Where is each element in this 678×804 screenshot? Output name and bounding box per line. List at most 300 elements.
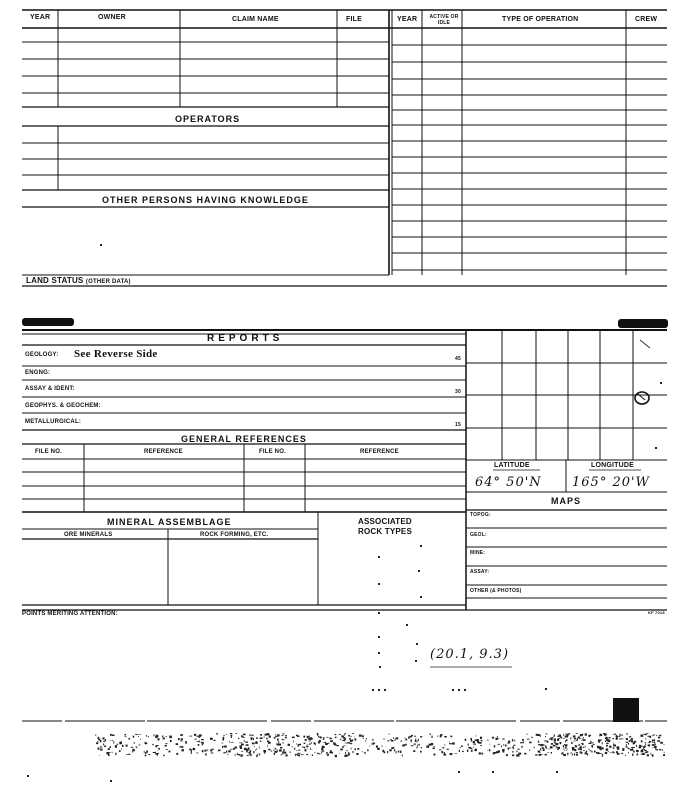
noise-speck: [599, 753, 602, 754]
noise-speck: [400, 751, 401, 753]
noise-speck: [297, 754, 299, 756]
noise-speck: [545, 746, 547, 748]
noise-speck: [204, 750, 206, 752]
noise-speck: [326, 752, 327, 754]
noise-speck: [238, 738, 239, 739]
noise-speck: [585, 752, 588, 754]
noise-speck: [318, 736, 319, 738]
noise-speck: [110, 746, 112, 748]
noise-speck: [238, 754, 240, 755]
noise-speck: [660, 742, 663, 744]
noise-speck: [576, 752, 578, 753]
noise-speck: [626, 742, 629, 743]
noise-speck: [282, 739, 285, 740]
noise-speck: [298, 753, 301, 754]
noise-speck: [231, 737, 232, 739]
noise-speck: [606, 738, 608, 739]
noise-speck: [648, 751, 649, 752]
noise-speck: [266, 738, 268, 739]
noise-speck: [240, 754, 242, 756]
noise-speck: [494, 752, 496, 754]
noise-speck: [256, 755, 257, 757]
noise-speck: [429, 744, 432, 746]
noise-speck: [604, 734, 605, 735]
noise-speck: [256, 737, 258, 739]
noise-speck: [602, 754, 603, 755]
noise-speck: [506, 754, 508, 756]
noise-speck: [202, 744, 203, 745]
noise-speck: [449, 743, 452, 744]
noise-speck: [583, 750, 585, 751]
noise-speck: [133, 736, 135, 738]
noise-speck: [640, 754, 643, 755]
noise-speck: [306, 754, 308, 755]
noise-speck: [189, 736, 192, 737]
noise-speck: [539, 754, 542, 756]
noise-speck: [582, 734, 583, 735]
noise-speck: [517, 751, 518, 753]
noise-speck: [276, 751, 277, 752]
noise-speck: [471, 748, 472, 749]
noise-speck: [414, 736, 416, 737]
noise-speck: [201, 742, 203, 744]
noise-speck: [275, 734, 276, 735]
noise-speck: [405, 737, 406, 738]
noise-speck: [629, 740, 630, 742]
noise-speck: [644, 750, 646, 751]
noise-speck: [578, 737, 580, 739]
noise-speck: [196, 741, 198, 742]
noise-speck: [267, 733, 270, 735]
noise-speck: [253, 751, 254, 753]
noise-speck: [563, 754, 564, 756]
noise-speck: [415, 738, 416, 739]
assay-ident-label: ASSAY & IDENT:: [25, 386, 75, 392]
ref-reference-header-2: REFERENCE: [360, 449, 399, 455]
noise-speck: [490, 744, 491, 745]
noise-speck: [350, 740, 352, 742]
noise-speck: [602, 742, 603, 744]
noise-speck: [352, 733, 354, 734]
noise-speck: [362, 735, 364, 737]
noise-speck: [199, 734, 201, 736]
noise-speck: [248, 747, 250, 749]
header-active-or-idle: ACTIVE OR IDLE: [429, 14, 459, 26]
noise-speck: [309, 744, 311, 745]
noise-speck: [470, 738, 472, 740]
noise-speck: [487, 740, 489, 741]
noise-speck: [452, 742, 455, 744]
noise-speck: [140, 739, 141, 740]
noise-speck: [577, 738, 578, 739]
noise-speck: [416, 747, 417, 749]
noise-speck: [321, 748, 323, 750]
header-owner: OWNER: [98, 14, 126, 21]
noise-speck: [627, 747, 628, 749]
noise-speck: [602, 748, 603, 750]
noise-speck: [325, 743, 328, 745]
noise-speck: [556, 743, 559, 745]
noise-speck: [181, 746, 183, 748]
noise-speck: [255, 750, 256, 751]
noise-speck: [345, 752, 346, 754]
noise-speck: [294, 748, 295, 750]
noise-speck: [235, 733, 237, 734]
noise-speck: [627, 738, 629, 740]
noise-speck: [322, 751, 325, 752]
noise-speck: [652, 754, 654, 756]
noise-speck: [605, 752, 607, 754]
noise-speck: [540, 735, 541, 737]
noise-speck: [554, 739, 556, 741]
noise-speck: [108, 748, 110, 750]
noise-speck: [568, 733, 570, 734]
noise-speck: [575, 745, 577, 746]
noise-speck: [468, 744, 469, 746]
noise-speck: [598, 740, 600, 742]
noise-speck: [440, 735, 442, 737]
noise-speck: [334, 744, 335, 745]
noise-speck: [131, 747, 134, 748]
noise-speck: [645, 742, 646, 743]
noise-speck: [211, 753, 214, 754]
noise-speck: [327, 737, 329, 738]
noise-speck: [460, 747, 461, 748]
ref-reference-header: REFERENCE: [144, 449, 183, 455]
noise-speck: [348, 752, 350, 754]
noise-speck: [292, 746, 294, 747]
noise-speck: [300, 744, 302, 746]
noise-speck: [518, 755, 519, 757]
noise-speck: [597, 746, 599, 748]
noise-speck: [99, 755, 100, 756]
noise-speck: [652, 742, 653, 743]
noise-speck: [330, 740, 333, 742]
noise-speck: [434, 754, 436, 756]
noise-speck: [162, 736, 163, 738]
noise-speck: [557, 736, 559, 737]
noise-speck: [356, 753, 358, 755]
noise-speck: [565, 735, 566, 736]
noise-speck: [344, 734, 345, 735]
noise-speck: [617, 746, 620, 748]
noise-speck: [592, 747, 593, 748]
noise-speck: [609, 746, 611, 748]
noise-speck: [656, 748, 657, 750]
noise-speck: [583, 747, 585, 748]
noise-speck: [312, 754, 313, 756]
noise-speck: [251, 754, 252, 756]
noise-speck: [476, 735, 477, 736]
noise-speck: [462, 751, 464, 752]
noise-speck: [540, 752, 541, 754]
noise-speck: [605, 740, 606, 742]
noise-speck: [324, 747, 325, 748]
noise-speck: [330, 752, 332, 754]
noise-speck: [396, 737, 399, 739]
noise-speck: [573, 735, 576, 737]
noise-speck: [626, 733, 628, 734]
noise-speck: [342, 736, 344, 738]
other-persons-heading: OTHER PERSONS HAVING KNOWLEDGE: [102, 195, 309, 205]
noise-speck: [260, 737, 263, 739]
noise-speck: [202, 742, 204, 744]
noise-speck: [586, 751, 588, 752]
noise-speck: [179, 746, 181, 747]
noise-speck: [650, 753, 651, 754]
noise-speck: [249, 752, 251, 754]
noise-speck: [505, 745, 507, 746]
noise-speck: [259, 746, 260, 748]
header-crew: CREW: [635, 16, 658, 23]
noise-speck: [593, 744, 595, 745]
noise-speck: [372, 739, 373, 741]
noise-speck: [348, 754, 350, 755]
noise-speck: [649, 741, 651, 743]
noise-speck: [260, 734, 262, 736]
noise-speck: [231, 742, 233, 743]
noise-speck: [134, 742, 135, 743]
noise-speck: [588, 735, 590, 737]
noise-speck: [196, 753, 198, 754]
noise-speck: [521, 746, 522, 748]
noise-speck: [176, 753, 178, 755]
noise-speck: [580, 735, 583, 736]
noise-speck: [523, 741, 524, 743]
noise-speck: [137, 747, 138, 748]
noise-speck: [579, 738, 581, 739]
noise-speck: [210, 738, 212, 739]
tick-45: 45: [455, 356, 461, 362]
handwritten-coordinates: (20.1, 9.3): [430, 647, 510, 662]
noise-speck: [298, 754, 300, 756]
noise-speck: [579, 744, 580, 746]
noise-speck: [565, 746, 567, 748]
noise-speck: [319, 754, 321, 755]
noise-speck: [275, 749, 276, 750]
noise-speck: [625, 755, 626, 756]
noise-speck: [481, 753, 483, 755]
noise-speck: [271, 751, 273, 752]
noise-speck: [420, 751, 422, 753]
noise-speck: [350, 743, 352, 744]
noise-speck: [557, 747, 560, 749]
noise-speck: [106, 752, 109, 754]
noise-speck: [197, 736, 199, 737]
noise-speck: [631, 738, 633, 739]
noise-speck: [265, 734, 267, 736]
noise-speck: [591, 743, 593, 744]
noise-speck: [116, 744, 118, 745]
noise-speck: [619, 742, 620, 743]
noise-speck: [145, 752, 147, 754]
noise-speck: [529, 749, 530, 751]
noise-speck: [103, 741, 105, 742]
noise-speck: [253, 738, 254, 740]
noise-speck: [304, 743, 306, 744]
noise-speck: [345, 739, 346, 741]
noise-speck: [263, 750, 266, 752]
noise-speck: [244, 741, 245, 742]
noise-speck: [198, 741, 200, 743]
noise-speck: [163, 755, 165, 756]
noise-speck: [251, 738, 252, 740]
noise-speck: [307, 748, 308, 749]
noise-speck: [321, 752, 322, 754]
noise-speck: [298, 750, 300, 751]
noise-speck: [503, 744, 504, 745]
noise-speck: [112, 740, 114, 741]
latitude-value: 64° 50'N: [475, 475, 542, 490]
noise-speck: [202, 750, 204, 752]
noise-speck: [309, 735, 310, 737]
noise-speck: [477, 741, 479, 743]
noise-speck: [621, 739, 623, 740]
latitude-label: LATITUDE: [494, 462, 530, 469]
noise-speck: [387, 740, 390, 741]
noise-speck: [222, 743, 224, 744]
noise-speck: [178, 738, 180, 740]
noise-speck: [580, 752, 582, 754]
noise-speck: [415, 740, 416, 742]
noise-speck: [322, 746, 324, 748]
noise-speck: [561, 753, 563, 755]
metallurgical-label: METALLURGICAL:: [25, 419, 82, 425]
noise-speck: [571, 742, 572, 744]
noise-speck: [191, 752, 192, 754]
noise-speck: [480, 737, 482, 739]
noise-speck: [433, 748, 435, 750]
noise-speck: [654, 744, 655, 746]
noise-speck: [255, 742, 257, 744]
noise-speck: [365, 753, 366, 754]
noise-speck: [550, 746, 553, 748]
noise-speck: [543, 747, 544, 748]
noise-speck: [518, 749, 520, 750]
noise-speck: [126, 745, 128, 747]
noise-speck: [459, 750, 460, 752]
header-year: YEAR: [30, 14, 51, 21]
noise-speck: [278, 744, 281, 746]
noise-speck: [633, 751, 634, 752]
noise-speck: [450, 736, 452, 738]
noise-speck: [230, 733, 233, 734]
noise-speck: [182, 749, 184, 751]
noise-speck: [229, 741, 230, 743]
noise-speck: [503, 738, 504, 740]
noise-speck: [659, 736, 661, 737]
noise-speck: [626, 744, 627, 746]
noise-speck: [259, 753, 261, 754]
noise-speck: [656, 735, 657, 736]
noise-speck: [295, 754, 296, 756]
noise-speck: [166, 736, 168, 737]
noise-speck: [189, 749, 191, 751]
noise-speck: [245, 742, 248, 743]
noise-speck: [153, 752, 156, 753]
noise-speck: [96, 742, 98, 744]
noise-speck: [337, 745, 339, 746]
noise-speck: [402, 754, 403, 756]
noise-speck: [371, 744, 373, 745]
noise-speck: [247, 755, 249, 756]
noise-speck: [580, 748, 582, 750]
noise-speck: [570, 737, 571, 739]
noise-speck: [475, 740, 477, 741]
noise-speck: [169, 751, 171, 753]
noise-speck: [121, 748, 122, 749]
noise-speck: [362, 752, 363, 753]
noise-speck: [366, 738, 367, 739]
noise-speck: [404, 744, 405, 746]
noise-speck: [504, 739, 505, 740]
scan-noise-strip: [95, 727, 665, 759]
ref-file-no-header: FILE NO.: [35, 449, 62, 455]
noise-speck: [444, 745, 445, 746]
noise-speck: [471, 750, 473, 752]
noise-speck: [657, 740, 660, 742]
noise-speck: [330, 750, 332, 751]
noise-speck: [298, 745, 299, 747]
noise-speck: [609, 740, 611, 742]
noise-speck: [637, 751, 638, 753]
noise-speck: [653, 747, 654, 748]
reports-heading: REPORTS: [207, 333, 284, 344]
noise-speck: [124, 734, 126, 735]
noise-speck: [352, 739, 353, 741]
noise-speck: [609, 737, 611, 738]
land-status-text: LAND STATUS: [26, 276, 84, 285]
noise-speck: [582, 743, 584, 745]
noise-speck: [317, 734, 318, 736]
associated-header: ASSOCIATED: [358, 517, 412, 526]
noise-speck: [473, 744, 476, 745]
noise-speck: [585, 746, 586, 748]
noise-speck: [641, 736, 643, 737]
noise-speck: [328, 754, 329, 756]
header-year-2: YEAR: [397, 16, 418, 23]
noise-speck: [377, 748, 380, 750]
noise-speck: [234, 747, 237, 749]
noise-speck: [139, 734, 142, 735]
noise-speck: [224, 746, 226, 748]
ore-minerals-header: ORE MINERALS: [64, 532, 113, 538]
noise-speck: [122, 745, 124, 747]
noise-speck: [512, 751, 513, 753]
noise-speck: [112, 752, 113, 753]
noise-speck: [662, 749, 663, 751]
noise-speck: [546, 733, 548, 734]
noise-speck: [214, 740, 216, 741]
noise-speck: [306, 736, 308, 737]
points-meriting-attention-label: POINTS MERITING ATTENTION:: [22, 611, 118, 617]
noise-speck: [105, 739, 106, 741]
noise-speck: [551, 743, 553, 745]
tick-15: 15: [455, 422, 461, 428]
noise-speck: [275, 748, 276, 749]
noise-speck: [145, 742, 147, 744]
noise-speck: [659, 749, 662, 750]
noise-speck: [606, 748, 609, 750]
noise-speck: [323, 742, 326, 743]
noise-speck: [283, 742, 284, 744]
noise-speck: [222, 746, 223, 748]
noise-speck: [543, 744, 544, 746]
maps-mine-label: MINE:: [470, 550, 486, 556]
noise-speck: [616, 736, 618, 738]
noise-speck: [327, 743, 330, 744]
noise-speck: [524, 753, 526, 755]
